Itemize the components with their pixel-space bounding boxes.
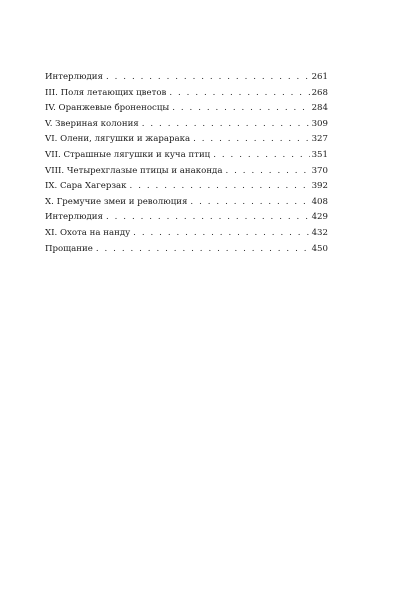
dot-leader [96,242,310,258]
toc-entry-page: 408 [311,196,328,207]
toc-entry [45,148,328,164]
dot-leader [142,117,310,133]
dot-leader [225,164,309,180]
toc-entry-page: 309 [311,118,328,129]
toc-entry [45,226,328,242]
toc-entry-page: 370 [311,165,328,176]
toc-entry-page: 327 [311,134,328,145]
toc-entry-page: 429 [311,212,328,223]
toc-entry [45,210,328,226]
toc-entry-title: Интерлюдия [45,212,103,223]
toc-entry [45,195,328,211]
dot-leader [106,70,310,86]
toc-entry [45,86,328,102]
toc-entry-page: 268 [311,87,328,98]
toc-entry-title: IV. Оранжевые броненосцы [45,103,170,114]
toc-entry-title: XI. Охота на нанду [45,227,131,238]
toc-entry-title: VII. Страшные лягушки и куча птиц [45,149,211,160]
dot-leader [169,86,309,102]
dot-leader [172,101,309,117]
toc-entry [45,70,328,86]
toc-entry-page: 432 [311,227,328,238]
toc-entry [45,117,328,133]
dot-leader [193,132,310,148]
dot-leader [106,210,310,226]
toc-entry [45,164,328,180]
dot-leader [190,195,309,211]
toc-entry-page: 351 [311,149,328,160]
toc-entry [45,242,328,258]
toc-entry-page: 450 [311,243,328,254]
toc-entry-title: VI. Олени, лягушки и жарарака [45,134,191,145]
toc-entry-title: III. Поля летающих цветов [45,87,167,98]
toc-entry [45,101,328,117]
toc-entry-title: Прощание [45,243,93,254]
toc-entry-page: 284 [311,103,328,114]
toc-entry [45,179,328,195]
toc-entry-page: 261 [311,72,328,82]
dot-leader [130,179,310,195]
toc-entry-title: IX. Сара Хагерзак [45,181,127,192]
dot-leader [213,148,309,164]
table-of-contents [45,70,328,257]
toc-entry-page: 392 [311,181,328,192]
toc-entry [45,132,328,148]
toc-entry-title: Интерлюдия [45,72,103,82]
toc-entry-title: V. Звериная колония [45,118,139,129]
toc-entry-title: X. Гремучие змеи и революция [45,196,188,207]
dot-leader [133,226,309,242]
toc-entry-title: VIII. Четырехглазые птицы и анаконда [45,165,223,176]
